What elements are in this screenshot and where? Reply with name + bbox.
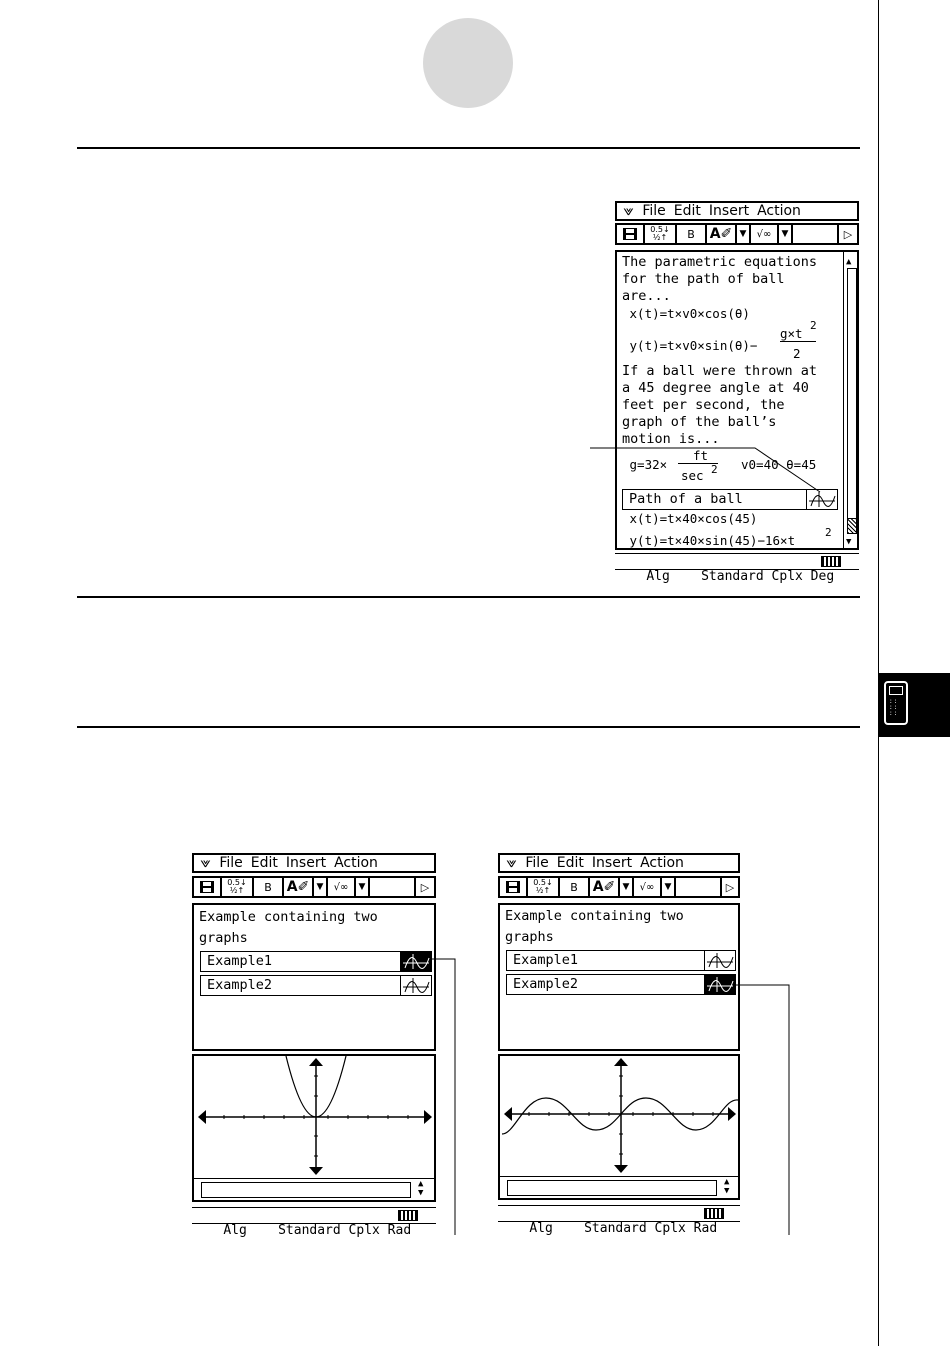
callout-line-right: [735, 980, 795, 1240]
chevron-down-icon[interactable]: ▼: [356, 878, 370, 896]
equation-x-values: x(t)=t×40×cos(45): [622, 511, 758, 526]
graph-icon[interactable]: [400, 976, 431, 995]
fraction-decimal-icon[interactable]: 0.5↓ ½↑: [528, 878, 560, 896]
g-den-exponent: 2: [711, 463, 718, 476]
text-line: Example containing two: [199, 909, 378, 925]
document-area[interactable]: [498, 903, 740, 1051]
toolbar: [192, 876, 436, 898]
chapter-circle: [423, 18, 513, 108]
menu-edit[interactable]: Edit: [556, 854, 584, 871]
graph-row-example2[interactable]: [506, 974, 736, 995]
toolbar-blank: [370, 878, 416, 896]
double-chevron-down-icon[interactable]: ⩔: [506, 855, 517, 871]
graph-row-example2[interactable]: [200, 975, 432, 996]
divider-top: [77, 147, 860, 149]
graph-icon[interactable]: [400, 952, 431, 971]
text-line: Example containing two: [505, 908, 684, 924]
text-line: If a ball were thrown at: [622, 363, 818, 379]
toolbar: [498, 876, 740, 898]
document-area[interactable]: [192, 903, 436, 1051]
eq-y-exponent: 2: [810, 319, 817, 332]
double-chevron-down-icon[interactable]: ⩔: [200, 855, 211, 871]
chevron-down-icon[interactable]: ▼: [779, 225, 793, 243]
graph-row-label: Example2: [207, 977, 273, 993]
graph-row-example1[interactable]: [506, 950, 736, 971]
eq-y-denominator: 2: [793, 346, 801, 361]
fraction-bar: [780, 341, 816, 342]
status-text: Alg Standard Cplx Rad: [529, 1221, 718, 1236]
text-line: graphs: [199, 930, 248, 946]
save-icon[interactable]: [617, 225, 645, 243]
fraction-decimal-icon[interactable]: 0.5↓ ½↑: [645, 225, 677, 243]
chevron-down-icon[interactable]: ▼: [662, 878, 676, 896]
menu-edit[interactable]: Edit: [673, 202, 701, 219]
callout-line-top: [590, 440, 830, 500]
math-template-icon[interactable]: √∞: [634, 878, 662, 896]
eq2-y-exponent: 2: [825, 526, 832, 539]
scroll-up-icon[interactable]: ▲: [846, 257, 852, 267]
chevron-down-icon[interactable]: ▼: [620, 878, 634, 896]
entry-input[interactable]: [201, 1182, 411, 1198]
text-style-icon[interactable]: A✐: [590, 878, 620, 896]
scrollbar[interactable]: [843, 252, 859, 548]
status-text: Alg Standard Cplx Rad: [223, 1223, 412, 1238]
toolbar-blank: [793, 225, 839, 243]
menu-insert[interactable]: Insert: [708, 202, 750, 219]
chevron-right-icon[interactable]: ▷: [843, 227, 853, 241]
text-line: feet per second, the: [622, 397, 785, 413]
menu-file[interactable]: File: [525, 854, 549, 871]
scroll-thumb[interactable]: [847, 518, 857, 534]
graph-row-label: Example1: [513, 952, 579, 968]
menu-file[interactable]: File: [642, 202, 666, 219]
menu-file[interactable]: File: [219, 854, 243, 871]
graph-row-label: Example2: [513, 976, 579, 992]
menu-insert[interactable]: Insert: [591, 854, 633, 871]
status-bar: [498, 1205, 740, 1236]
graph-window[interactable]: [192, 1054, 436, 1202]
equation-x: x(t)=t×v0×cos(θ): [622, 306, 750, 321]
save-icon[interactable]: [194, 878, 222, 896]
chevron-down-icon[interactable]: ▼: [314, 878, 328, 896]
graph-icon[interactable]: [704, 951, 735, 970]
menu-action[interactable]: Action: [334, 854, 378, 871]
scroll-down-icon[interactable]: ▼: [846, 537, 852, 547]
text-line: are...: [622, 288, 671, 304]
g-numerator: ft: [693, 448, 709, 463]
status-bar: [192, 1207, 436, 1238]
g-equation: g=32×: [622, 457, 668, 472]
text-style-icon[interactable]: A✐: [707, 225, 737, 243]
text-style-icon[interactable]: A✐: [284, 878, 314, 896]
chevron-right-icon[interactable]: ▷: [420, 880, 430, 894]
menu-bar: [498, 853, 740, 873]
graph-row-example1[interactable]: [200, 951, 432, 972]
battery-icon: [398, 1210, 418, 1221]
save-icon[interactable]: [500, 878, 528, 896]
document-area[interactable]: [615, 250, 859, 550]
menu-edit[interactable]: Edit: [250, 854, 278, 871]
fraction-decimal-icon[interactable]: 0.5↓ ½↑: [222, 878, 254, 896]
entry-input[interactable]: [507, 1180, 717, 1196]
math-template-icon[interactable]: √∞: [751, 225, 779, 243]
bold-button[interactable]: B: [677, 225, 707, 243]
bold-button[interactable]: B: [560, 878, 590, 896]
graph-icon[interactable]: [704, 975, 735, 994]
equation-y-values: y(t)=t×40×sin(45)−16×t: [622, 533, 796, 548]
double-chevron-down-icon[interactable]: ⩔: [623, 203, 634, 219]
status-bar: [615, 553, 859, 584]
text-line: The parametric equations: [622, 254, 818, 270]
eq-y-numerator: g×t: [780, 326, 803, 341]
status-text: Alg Standard Cplx Deg: [646, 569, 835, 584]
battery-icon: [821, 556, 841, 567]
divider-lower: [77, 726, 860, 728]
graph-row-label: Path of a ball: [629, 491, 743, 507]
toolbar-blank: [676, 878, 722, 896]
graph-window[interactable]: [498, 1054, 740, 1200]
divider-middle: [77, 596, 860, 598]
menu-insert[interactable]: Insert: [285, 854, 327, 871]
menu-action[interactable]: Action: [757, 202, 801, 219]
battery-icon: [704, 1208, 724, 1219]
toolbar: [615, 223, 859, 245]
bold-button[interactable]: B: [254, 878, 284, 896]
scroll-track[interactable]: [847, 268, 857, 520]
scroll-arrows-icon[interactable]: ▲ ▼: [418, 1179, 424, 1198]
callout-line-left: [430, 955, 460, 1240]
text-line: for the path of ball: [622, 271, 785, 287]
chevron-down-icon[interactable]: ▼: [737, 225, 751, 243]
text-line: a 45 degree angle at 40: [622, 380, 809, 396]
text-line: graphs: [505, 929, 554, 945]
chevron-right-icon[interactable]: ▷: [725, 880, 735, 894]
menu-bar: [615, 201, 859, 221]
v0-theta-values: v0=40 θ=45: [741, 457, 817, 472]
calculator-icon: :: :: ::: [884, 681, 908, 725]
graph-row-label: Example1: [207, 953, 273, 969]
menu-action[interactable]: Action: [640, 854, 684, 871]
g-denominator: sec: [681, 468, 704, 483]
text-line: graph of the ball’s: [622, 414, 777, 430]
text-line: motion is...: [622, 431, 720, 447]
math-template-icon[interactable]: √∞: [328, 878, 356, 896]
scroll-arrows-icon[interactable]: ▲ ▼: [724, 1177, 730, 1196]
menu-bar: [192, 853, 436, 873]
equation-y: y(t)=t×v0×sin(θ)−: [622, 338, 758, 353]
